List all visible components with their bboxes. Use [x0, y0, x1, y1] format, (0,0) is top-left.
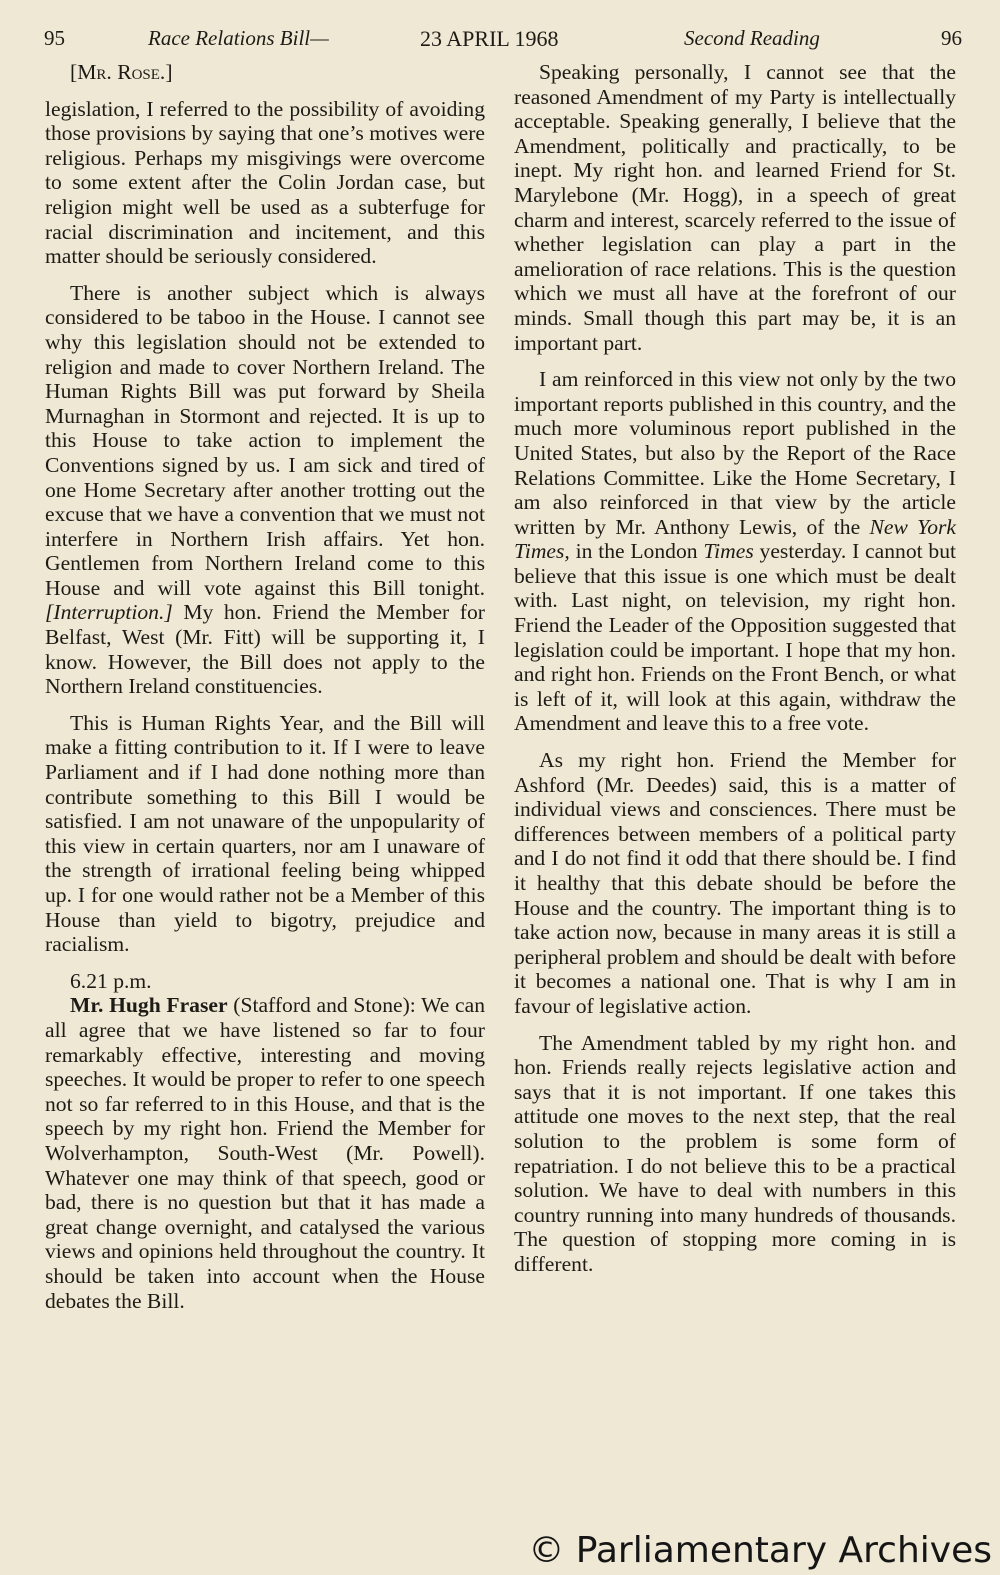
header-date: 23 APRIL 1968 [420, 26, 559, 51]
paragraph: There is another subject which is always considered to be taboo in the House. I cannot see why this legislation should not be extended to religion and made to cover Northern Ireland. The Human Rights Bill was put forward by Sheila Murnaghan in Stormont and rejected. It is up to this House to take action to implement the Conventions signed by us. I am sick and tired of one Home Secretary after another trotting out the excuse that we have a convention that we must not interfere in Northern Irish affairs. Yet hon. Gentlemen from Northern Ireland come to this House and will vote against this Bill tonight. [Interruption.] My hon. Friend the Member for Belfast, West (Mr. Fitt) will be supporting it, I know. However, the Bill does not apply to the Northern Ireland constituencies. [45, 280, 485, 699]
paragraph: This is Human Rights Year, and the Bill will make a fitting contribution to it. If I were to leave Parliament and if I had done nothing more than contribute something to this Bill I would be satisfied. I am not unaware of the unpopularity of this view in certain quarters, nor am I unaware of the strength of irrational feeling being whipped up. I for one would rather not be a Member of this House than yield to bigotry, prejudice and racialism. [45, 710, 485, 957]
interruption-note: [Interruption.] [45, 600, 173, 625]
left-column [45, 60, 485, 1325]
paragraph: Speaking personally, I cannot see that the reasoned Amendment of my Party is intellectually acceptable. Speaking generally, I believe that the Amendment, politically and practically, to be inept. My right hon. and learned Friend for St. Marylebone (Mr. Hogg), in a speech of great charm and interest, scarcely referred to the issue of whether legislation can play a part in the amelioration of race relations. This is the question which we must all have at the forefront of our minds. Small though this part may be, it is an important part. [514, 60, 956, 355]
section-title: Second Reading [684, 26, 820, 50]
running-title: Race Relations Bill— [148, 26, 329, 50]
newspaper-title: Times [703, 539, 754, 564]
paragraph: legislation, I referred to the possibility of avoiding those provisions by saying that one’s motives were religious. Perhaps my misgivings were overcome to some extent after the Colin Jordan case, but religion might well be used as a subterfuge for racial discrimination and incitement, and this matter should be seriously considered. [45, 96, 485, 269]
paragraph: I am reinforced in this view not only by the two important reports published in this country, and the much more voluminous report published in the United States, but also by the Report of the Race Relations Committee. Like the Home Secretary, I am also reinforced in that view by the article written by Mr. Anthony Lewis, of the New York Times, in the London Times yesterday. I cannot but believe that this issue is one which must be dealt with. Last night, on television, my right hon. Friend the Leader of the Opposition suggested that legislation could be important. I hope that my hon. and right hon. Friends on the Front Bench, or what is left of it, will look at this again, withdraw the Amendment and leave this to a free vote. [514, 367, 956, 736]
speaker-constituency: (Stafford and Stone): [227, 993, 416, 1018]
newspaper-title: New York Times, [514, 514, 956, 564]
page-header [44, 22, 962, 56]
page-number-right: 96 [941, 26, 962, 50]
speaker-attribution: [Mr. Rose.] [70, 60, 173, 84]
paragraph: The Amendment tabled by my right hon. and hon. Friends really rejects legislative action and says that it is not important. If one takes this attitude one moves to the next step, that the real solution to the problem is some form of repatriation. I do not believe this to be a practical solution. We have to deal with numbers in this country running into many hundreds of thousands. The question of stopping more coming in is different. [514, 1030, 956, 1276]
speaker-name: Mr. Hugh Fraser [70, 993, 228, 1018]
page-number-left: 95 [44, 26, 65, 50]
paragraph: Mr. Hugh Fraser (Stafford and Stone): We can all agree that we have listened so far to four remarkably effective, interesting and moving speeches. It would be proper to refer to one speech not so far referred to in this House, and that is the speech by my right hon. Friend the Member for Wolverhampton, South-West (Mr. Powell). Whatever one may think of that speech, good or bad, there is no question but that it has made a great change overnight, and catalysed the various views and opinions held throughout the country. It should be taken into account when the House debates the Bill. [45, 993, 486, 1313]
time-stamp: 6.21 p.m. [70, 968, 152, 993]
right-column [514, 60, 956, 1289]
paragraph: As my right hon. Friend the Member for Ashford (Mr. Deedes) said, this is a matter of individual views and consciences. There must be differences between members of a political party and I do not find it odd that there should be. I find it healthy that this debate should be before the House and the country. The important thing is to take action now, because in many areas it is still a peripheral problem and should be dealt with before it becomes a national one. That is why I am in favour of legislative action. [514, 748, 956, 1018]
copyright-watermark: © Parliamentary Archives [528, 1530, 992, 1571]
